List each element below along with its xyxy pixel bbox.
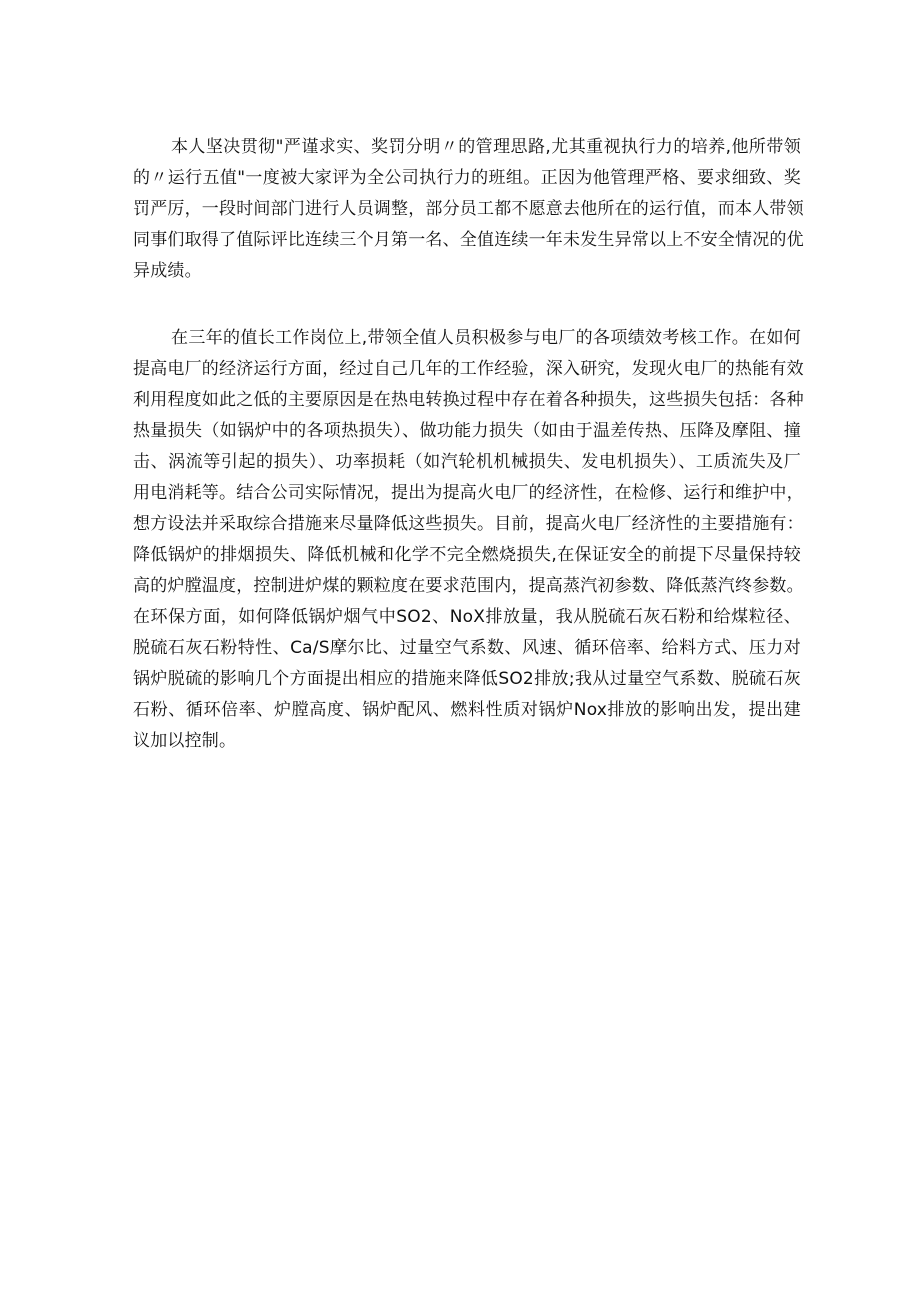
text-line: 利用程度如此之低的主要原因是在热电转换过程中存在着各种损失，这些损失包括：各种 (133, 390, 804, 410)
text-line: 击、涡流等引起的损失）、功率损耗（如汽轮机机械损失、发电机损失）、工质流失及厂 (133, 452, 801, 472)
text-line: 用电消耗等。结合公司实际情况，提出为提高火电厂的经济性，在检修、运行和维护中， (133, 483, 804, 503)
text-line: 想方设法并采取综合措施来尽量降低这些损失。目前，提高火电厂经济性的主要措施有： (133, 514, 804, 534)
paragraph-management (133, 132, 804, 287)
text-line: 高的炉膛温度，控制进炉煤的颗粒度在要求范围内，提高蒸汽初参数、降低蒸汽终参数。 (133, 576, 804, 596)
text-line: 石粉、循环倍率、炉膛高度、锅炉配风、燃料性质对锅炉Nox排放的影响出发，提出建 (133, 700, 801, 720)
text-line: 降低锅炉的排烟损失、降低机械和化学不完全燃烧损失,在保证安全的前提下尽量保持较 (133, 545, 801, 565)
text-line: 异成绩。 (133, 261, 202, 281)
text-line: 提高电厂的经济运行方面，经过自己几年的工作经验，深入研究，发现火电厂的热能有效 (133, 359, 804, 379)
text-line: 罚严厉，一段时间部门进行人员调整，部分员工都不愿意去他所在的运行值，而本人带领 (133, 199, 804, 219)
text-line: 本人坚决贯彻"严谨求实、奖罚分明〃的管理思路,尤其重视执行力的培养,他所带领 (171, 137, 801, 157)
paragraph-efficiency (133, 323, 804, 757)
text-line: 锅炉脱硫的影响几个方面提出相应的措施来降低SO2排放;我从过量空气系数、脱硫石灰 (133, 669, 801, 689)
text-line: 脱硫石灰石粉特性、Ca/S摩尔比、过量空气系数、风速、循环倍率、给料方式、压力对 (133, 638, 801, 658)
text-line: 的〃运行五值"一度被大家评为全公司执行力的班组。正因为他管理严格、要求细致、奖 (133, 168, 801, 188)
text-line: 议加以控制。 (133, 731, 237, 751)
text-line: 热量损失（如锅炉中的各项热损失）、做功能力损失（如由于温差传热、压降及摩阻、撞 (133, 421, 801, 441)
text-line: 在三年的值长工作岗位上,带领全值人员积极参与电厂的各项绩效考核工作。在如何 (171, 328, 801, 348)
text-line: 同事们取得了值际评比连续三个月第一名、全值连续一年未发生异常以上不安全情况的优 (133, 230, 804, 250)
text-line: 在环保方面，如何降低锅炉烟气中SO2、NoX排放量，我从脱硫石灰石粉和给煤粒径、 (133, 607, 801, 627)
